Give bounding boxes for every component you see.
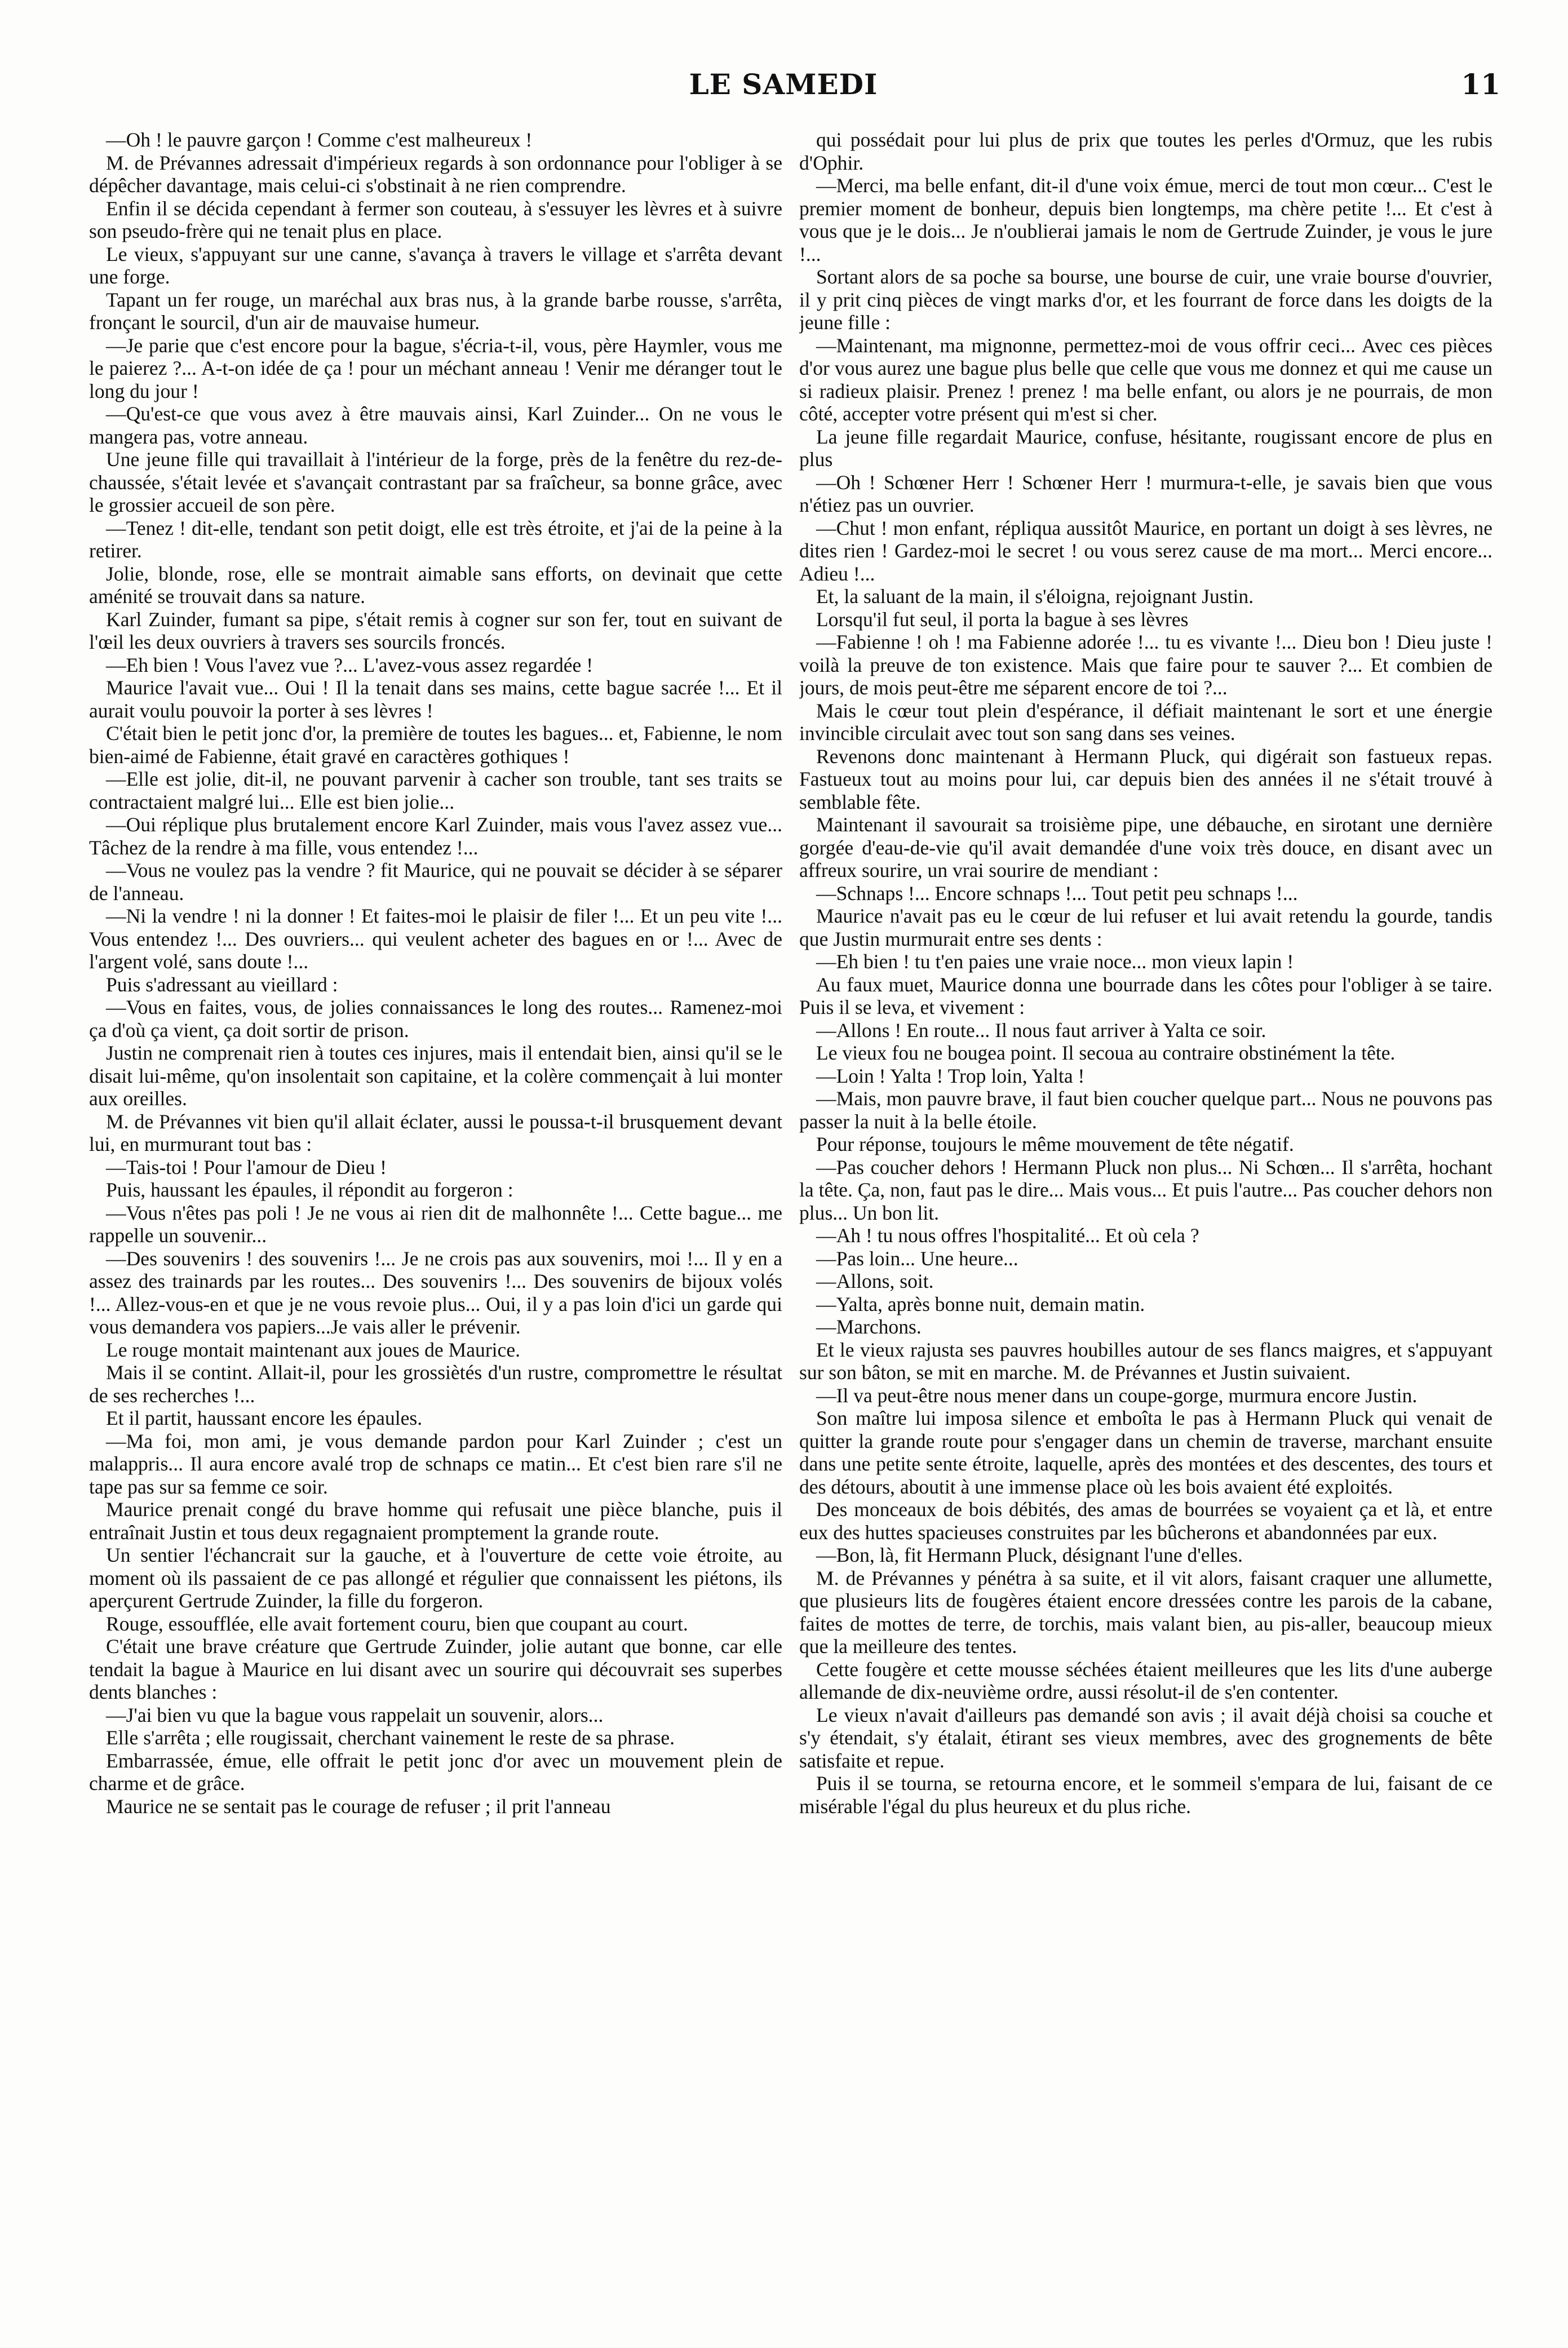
paragraph: Maurice prenait congé du brave homme qui refusait une pièce blanche, puis il entraînait Justin et tous deux regagnaient promptement la grande route.	[89, 1498, 782, 1544]
paragraph: —Eh bien ! Vous l'avez vue ?... L'avez-vous assez regardée !	[106, 653, 593, 676]
paragraph: Puis, haussant les épaules, il répondit au forgeron :	[106, 1179, 513, 1201]
paragraph: —Mais, mon pauvre brave, il faut bien coucher quelque part... Nous ne pouvons pas passer la nuit à la belle étoile.	[799, 1087, 1492, 1133]
paragraph: Le vieux n'avait d'ailleurs pas demandé son avis ; il avait déjà choisi sa couche et s'y étendait, s'y étalait, étirant ses vieux membres, avec des grognements de bête satisfaite et repue.	[799, 1703, 1492, 1772]
paragraph: Le vieux fou ne bougea point. Il secoua au contraire obstinément la tête.	[816, 1042, 1396, 1064]
paragraph: Au faux muet, Maurice donna une bourrade dans les côtes pour l'obliger à se taire. Puis il se leva, et vivement :	[799, 973, 1492, 1018]
paragraph: —Allons ! En route... Il nous faut arriver à Yalta ce soir.	[816, 1018, 1266, 1042]
paragraph: —Chut ! mon enfant, répliqua aussitôt Maurice, en portant un doigt à ses lèvres, ne dites rien ! Gardez-moi le secret ! ou vous serez cause de ma mort... Merci encore... Adieu !...	[799, 516, 1492, 585]
paragraph: Son maître lui imposa silence et emboîta le pas à Hermann Pluck qui venait de quitter la grande route pour s'engager dans un chemin de traverse, marchant ensuite dans une petite sente étroite, laquelle, après des montées et des descentes, des tours et des détours, aboutit à une immense place où les bois avaient été exploités.	[799, 1407, 1492, 1498]
paragraph: —Tais-toi ! Pour l'amour de Dieu !	[106, 1155, 387, 1179]
paragraph: M. de Prévannes adressait d'impérieux regards à son ordonnance pour l'obliger à se dépêcher davantage, mais celui-ci s'obstinait à ne rien comprendre.	[89, 151, 782, 197]
paragraph: —Vous n'êtes pas poli ! Je ne vous ai rien dit de malhonnête !... Cette bague... me rappelle un souvenir...	[89, 1201, 782, 1247]
paragraph: Une jeune fille qui travaillait à l'intérieur de la forge, près de la fenêtre du rez-de-chaussée, s'était levée et s'avançait contrastant par sa fraîcheur, sa bonne grâce, avec le grossier accueil de son père.	[89, 448, 782, 516]
paragraph: —Allons, soit.	[816, 1270, 934, 1292]
paragraph: M. de Prévannes vit bien qu'il allait éclater, aussi le poussa-t-il brusquement devant lui, en murmurant tout bas :	[89, 1110, 782, 1155]
paragraph: —J'ai bien vu que la bague vous rappelait un souvenir, alors...	[106, 1703, 604, 1726]
paragraph: Revenons donc maintenant à Hermann Pluck, qui digérait son fastueux repas. Fastueux tout au moins pour lui, car depuis bien des années il ne s'était trouvé à semblable fête.	[799, 745, 1492, 813]
paragraph: —Je parie que c'est encore pour la bague, s'écria-t-il, vous, père Haymler, vous me le paierez ?... A-t-on idée de ça ! pour un méchant anneau ! Venir me déranger tout le long du jour !	[89, 334, 782, 402]
paragraph: Maintenant il savourait sa troisième pipe, une débauche, en sirotant une dernière gorgée d'eau-de-vie qu'il avait demandée d'une voix très douce, en disant avec un affreux sourire, un vrai sourire de mendiant :	[799, 813, 1492, 881]
paragraph: —Ma foi, mon ami, je vous demande pardon pour Karl Zuinder ; c'est un malappris... Il aura encore avalé trop de schnaps ce matin... Et c'est bien rare s'il ne tape pas sur sa femme ce soir.	[89, 1429, 782, 1498]
paragraph: Sortant alors de sa poche sa bourse, une bourse de cuir, une vraie bourse d'ouvrier, il y prit cinq pièces de vingt marks d'or, et les fourrant de force dans les doigts de la jeune fille :	[799, 265, 1492, 334]
right-column	[799, 129, 1492, 2304]
paragraph: Tapant un fer rouge, un maréchal aux bras nus, à la grande barbe rousse, s'arrêta, fronçant le sourcil, d'un air de mauvaise humeur.	[89, 288, 782, 334]
paragraph: —Oh ! le pauvre garçon ! Comme c'est malheureux !	[106, 129, 533, 151]
paragraph: —Loin ! Yalta ! Trop loin, Yalta !	[816, 1064, 1085, 1087]
paragraph: —Merci, ma belle enfant, dit-il d'une voix émue, merci de tout mon cœur... C'est le premier moment de bonheur, depuis bien longtemps, ma chère petite !... Et c'est à vous que je le dois... Je n'oublierai jamais le nom de Gertrude Zuinder, je vous le jure !...	[799, 174, 1492, 265]
paragraph: —Il va peut-être nous mener dans un coupe-gorge, murmura encore Justin.	[816, 1384, 1418, 1407]
paragraph: —Eh bien ! tu t'en paies une vraie noce... mon vieux lapin !	[816, 950, 1294, 973]
paragraph: —Oui réplique plus brutalement encore Karl Zuinder, mais vous l'avez assez vue... Tâchez de la rendre à ma fille, vous entendez !...	[89, 813, 782, 859]
paragraph: —Bon, là, fit Hermann Pluck, désignant l'une d'elles.	[816, 1544, 1243, 1566]
paragraph: Puis il se tourna, se retourna encore, et le sommeil s'empara de lui, faisant de ce misérable l'égal du plus heureux et du plus riche.	[799, 1772, 1492, 1818]
paragraph: —Yalta, après bonne nuit, demain matin.	[816, 1292, 1145, 1315]
paragraph: —Vous ne voulez pas la vendre ? fit Maurice, qui ne pouvait se décider à se séparer de l'anneau.	[89, 859, 782, 905]
paragraph: Puis s'adressant au vieillard :	[106, 973, 338, 996]
paragraph: Et le vieux rajusta ses pauvres houbilles autour de ses flancs maigres, et s'appuyant sur son bâton, se mit en marche. M. de Prévannes et Justin suivaient.	[799, 1338, 1492, 1384]
paragraph: La jeune fille regardait Maurice, confuse, hésitante, rougissant encore de plus en plus	[799, 425, 1492, 471]
paragraph: Maurice ne se sentait pas le courage de refuser ; il prit l'anneau	[106, 1795, 611, 1818]
paragraph: qui possédait pour lui plus de prix que toutes les perles d'Ormuz, que les rubis d'Ophir.	[799, 129, 1492, 174]
paragraph: —Marchons.	[816, 1315, 922, 1338]
paragraph: Rouge, essoufflée, elle avait fortement couru, bien que coupant au court.	[106, 1612, 688, 1635]
paragraph: Le vieux, s'appuyant sur une canne, s'avança à travers le village et s'arrêta devant une forge.	[89, 242, 782, 288]
paragraph: C'était une brave créature que Gertrude Zuinder, jolie autant que bonne, car elle tendait la bague à Maurice en lui disant avec un sourire qui découvrait ses superbes dents blanches :	[89, 1635, 782, 1703]
paragraph: —Fabienne ! oh ! ma Fabienne adorée !... tu es vivante !... Dieu bon ! Dieu juste ! voilà la preuve de ton existence. Mais que faire pour te sauver ?... Et combien de jours, de mois peut-être me séparent encore de toi ?...	[799, 631, 1492, 699]
paragraph: —Ah ! tu nous offres l'hospitalité... Et où cela ?	[816, 1224, 1199, 1247]
paragraph: Cette fougère et cette mousse séchées étaient meilleures que les lits d'une auberge allemande de dix-neuvième ordre, aussi résolut-il de s'en contenter.	[799, 1658, 1492, 1703]
paragraph: Un sentier l'échancrait sur la gauche, et à l'ouverture de cette voie étroite, au moment où ils passaient de ce pas allongé et régulier que connaissent les piétons, ils aperçurent Gertrude Zuinder, la fille du forgeron.	[89, 1544, 782, 1612]
paragraph: Maurice l'avait vue... Oui ! Il la tenait dans ses mains, cette bague sacrée !... Et il aurait voulu pouvoir la porter à ses lèvres !	[89, 676, 782, 722]
paragraph: Maurice n'avait pas eu le cœur de lui refuser et lui avait retendu la gourde, tandis que Justin murmurait entre ses dents :	[799, 905, 1492, 950]
paragraph: —Des souvenirs ! des souvenirs !... Je ne crois pas aux souvenirs, moi !... Il y en a assez des trainards par les routes... Des souvenirs !... Des souvenirs de bijoux volés !... Allez-vous-en et que je ne vous revoie plus... Oui, il y a pas loin d'ici un garde qui vous demandera vos papiers...Je vais aller le prévenir.	[89, 1247, 782, 1338]
paragraph: Et il partit, haussant encore les épaules.	[106, 1407, 423, 1429]
paragraph: C'était bien le petit jonc d'or, la première de toutes les bagues... et, Fabienne, le nom bien-aimé de Fabienne, était gravé en caractères gothiques !	[89, 722, 782, 768]
page-header	[67, 68, 1500, 113]
paragraph: Pour réponse, toujours le même mouvement de tête négatif.	[816, 1133, 1294, 1155]
paragraph: Elle s'arrêta ; elle rougissait, cherchant vainement le reste de sa phrase.	[106, 1726, 675, 1749]
paragraph: Jolie, blonde, rose, elle se montrait aimable sans efforts, on devinait que cette aménité se trouvait dans sa nature.	[89, 562, 782, 608]
paragraph: M. de Prévannes y pénétra à sa suite, et il vit alors, faisant craquer une allumette, que plusieurs lits de fougères étaient encore dressées contre les parois de la cabane, faites de mottes de terre, de torchis, mais valant bien, au pis-aller, beaucoup mieux que la meilleure des tentes.	[799, 1566, 1492, 1658]
paragraph: Lorsqu'il fut seul, il porta la bague à ses lèvres	[816, 608, 1189, 631]
paragraph: —Oh ! Schœner Herr ! Schœner Herr ! murmura-t-elle, je savais bien que vous n'étiez pas un ouvrier.	[799, 471, 1492, 516]
paragraph: —Schnaps !... Encore schnaps !... Tout petit peu schnaps !...	[816, 881, 1298, 905]
page-number: 11	[1461, 68, 1500, 101]
paragraph: —Pas loin... Une heure...	[816, 1247, 1018, 1270]
paragraph: —Elle est jolie, dit-il, ne pouvant parvenir à cacher son trouble, tant ses traits se contractaient malgré lui... Elle est bien jolie...	[89, 768, 782, 813]
paragraph: Karl Zuinder, fumant sa pipe, s'était remis à cogner sur son fer, tout en suivant de l'œil les deux ouvriers à travers ses sourcils froncés.	[89, 608, 782, 653]
paragraph: Mais le cœur tout plein d'espérance, il défiait maintenant le sort et une énergie invincible circulait avec tout son sang dans ses veines.	[799, 699, 1492, 745]
paragraph: —Ni la vendre ! ni la donner ! Et faites-moi le plaisir de filer !... Et un peu vite !... Vous entendez !... Des ouvriers... qui veulent acheter des bagues en or !... Avec de l'argent volé, sans doute !...	[89, 905, 782, 973]
paragraph: Enfin il se décida cependant à fermer son couteau, à s'essuyer les lèvres et à suivre son pseudo-frère qui ne tenait plus en place.	[89, 197, 782, 242]
paragraph: —Pas coucher dehors ! Hermann Pluck non plus... Ni Schœn... Il s'arrêta, hochant la tête. Ça, non, faut pas le dire... Mais vous... Et puis l'autre... Pas coucher dehors non plus... Un bon lit.	[799, 1155, 1492, 1224]
paragraph: Embarrassée, émue, elle offrait le petit jonc d'or avec un mouvement plein de charme et de grâce.	[89, 1749, 782, 1795]
paragraph: —Tenez ! dit-elle, tendant son petit doigt, elle est très étroite, et j'ai de la peine à la retirer.	[89, 516, 782, 562]
paragraph: —Vous en faites, vous, de jolies connaissances le long des routes... Ramenez-moi ça d'où ça vient, ça doit sortir de prison.	[89, 996, 782, 1042]
paragraph: Justin ne comprenait rien à toutes ces injures, mais il entendait bien, ainsi qu'il se le disait lui-même, qu'on insolentait son capitaine, et la colère commençait à lui monter aux oreilles.	[89, 1042, 782, 1110]
paragraph: Des monceaux de bois débités, des amas de bourrées se voyaient ça et là, et entre eux des huttes spacieuses construites par les bûcherons et abandonnées par eux.	[799, 1498, 1492, 1544]
paragraph: Le rouge montait maintenant aux joues de Maurice.	[106, 1338, 521, 1361]
paragraph: Et, la saluant de la main, il s'éloigna, rejoignant Justin.	[816, 585, 1254, 608]
paragraph: —Qu'est-ce que vous avez à être mauvais ainsi, Karl Zuinder... On ne vous le mangera pas, votre anneau.	[89, 402, 782, 448]
paragraph: Mais il se contint. Allait-il, pour les grossiètés d'un rustre, compromettre le résultat de ses recherches !...	[89, 1361, 782, 1407]
masthead-title: LE SAMEDI	[689, 68, 878, 101]
paragraph: —Maintenant, ma mignonne, permettez-moi de vous offrir ceci... Avec ces pièces d'or vous aurez une bague plus belle que celle que vous me donnez et qui me cause un si radieux plaisir. Prenez ! prenez ! ma belle enfant, ou alors je ne pourrais, de mon côté, accepter votre présent qui m'est si cher.	[799, 334, 1492, 425]
left-column	[89, 129, 782, 2304]
